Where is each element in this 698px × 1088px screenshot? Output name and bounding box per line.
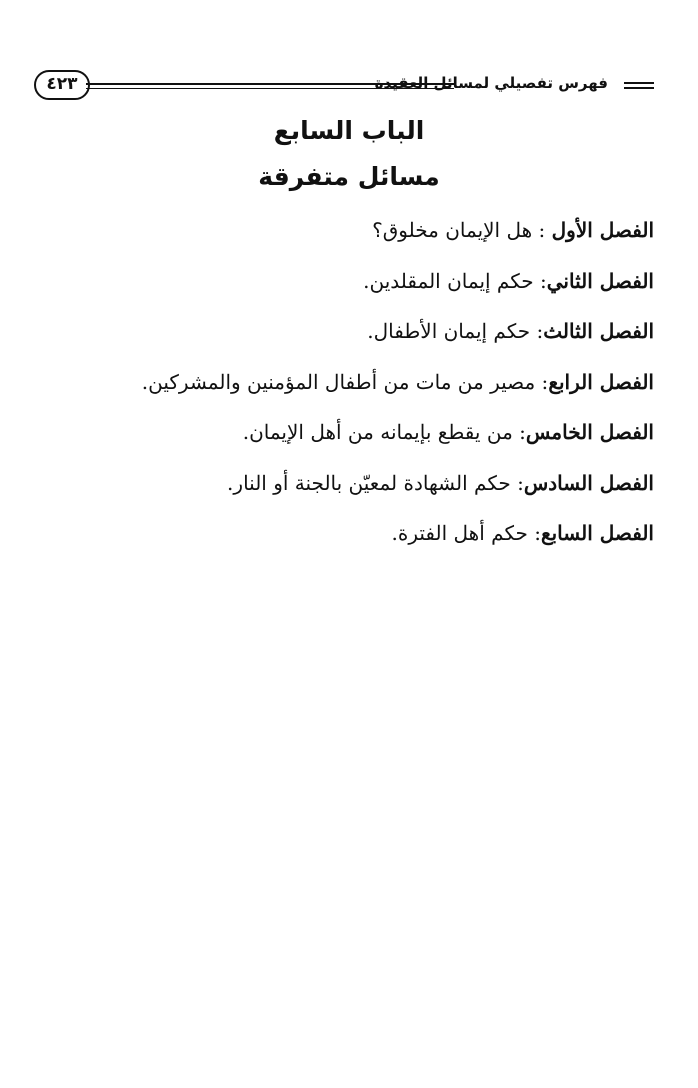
sections-list	[141, 212, 654, 566]
running-title: فهرس تفصيلي لمسائل العقيدة	[374, 74, 608, 92]
section-text: حكم إيمان الأطفال.	[367, 319, 531, 343]
section-text: مصير من مات من أطفال المؤمنين والمشركين.	[141, 369, 536, 394]
section-separator: :	[530, 319, 544, 343]
section-label: الفصل السابع	[540, 521, 654, 545]
section-item	[214, 515, 654, 566]
section-label: الفصل الأول	[551, 218, 654, 242]
header-dash-ornament	[624, 82, 654, 89]
chapter-title: الباب السابع	[273, 116, 425, 145]
section-label: الفصل الثالث	[543, 319, 654, 343]
page-header	[34, 70, 654, 104]
section-item	[214, 313, 654, 364]
section-label: الفصل الرابع	[548, 369, 654, 394]
chapter-subtitle: مسائل متفرقة	[258, 162, 440, 191]
section-item	[141, 364, 654, 415]
page-number-badge: ٤٢٣	[34, 70, 90, 100]
section-separator: :	[527, 521, 541, 545]
section-text: حكم الشهادة لمعيّن بالجنة أو النار.	[227, 470, 511, 495]
section-label: الفصل السادس	[523, 470, 654, 495]
section-separator: :	[535, 369, 549, 394]
section-label: الفصل الثاني	[546, 268, 654, 293]
section-text: هل الإيمان مخلوق؟	[372, 218, 533, 242]
section-text: حكم أهل الفترة.	[391, 521, 528, 545]
section-separator: :	[532, 218, 552, 242]
section-text: من يقطع بإيمانه من أهل الإيمان.	[242, 420, 513, 444]
section-item	[214, 414, 654, 465]
section-label: الفصل الخامس	[525, 420, 654, 444]
section-item	[214, 263, 654, 314]
section-separator: :	[512, 420, 526, 444]
section-item	[214, 212, 654, 263]
section-separator: :	[533, 268, 547, 293]
section-item	[214, 465, 654, 516]
section-separator: :	[510, 470, 524, 495]
section-text: حكم إيمان المقلدين.	[363, 268, 534, 293]
